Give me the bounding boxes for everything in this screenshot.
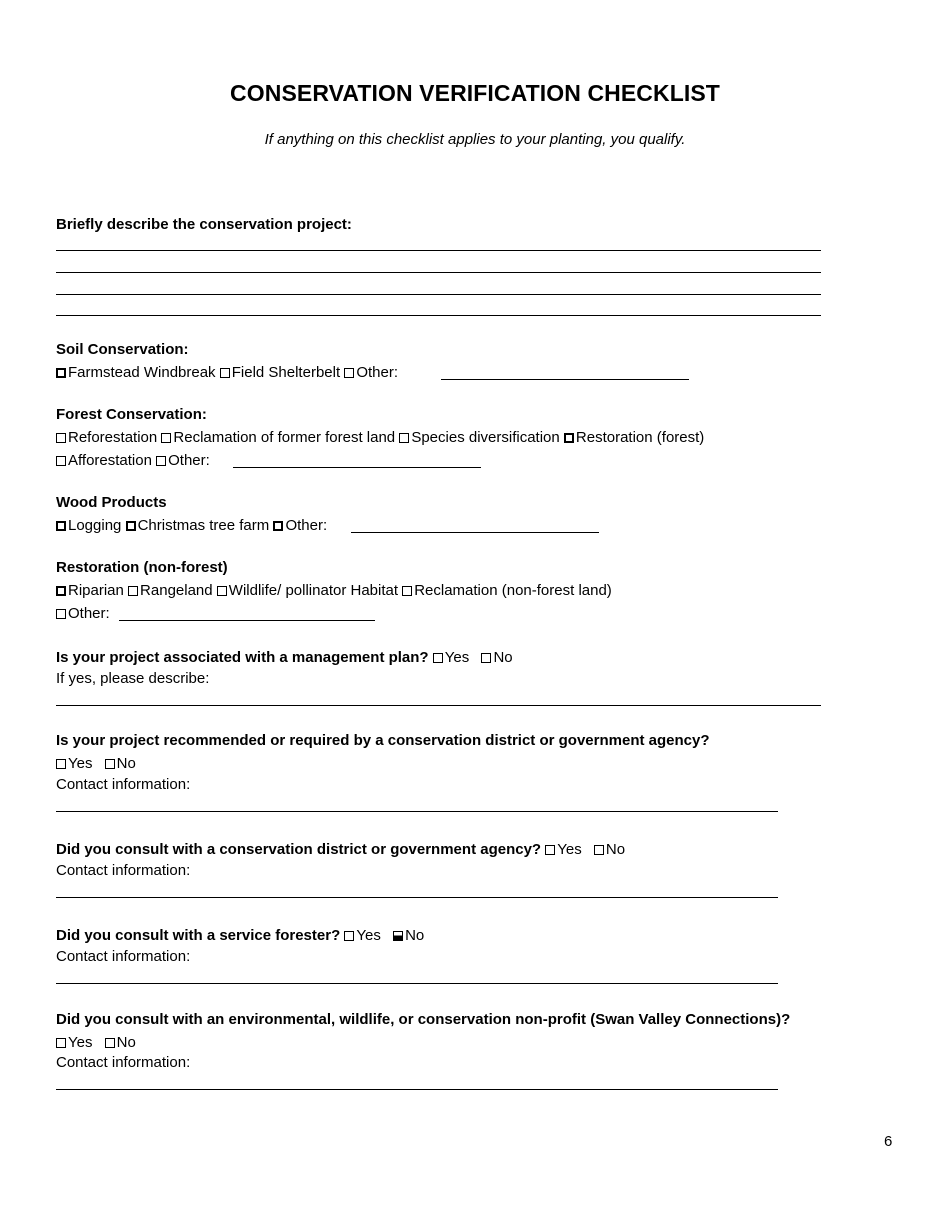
field-shelterbelt-label: Field Shelterbelt <box>231 364 341 381</box>
agency-recommended-answer-row <box>56 754 136 773</box>
reclamation-forest-label: Reclamation of former forest land <box>173 429 396 446</box>
consult-agency-no-checkbox[interactable] <box>594 845 604 855</box>
nonprofit-no-checkbox[interactable] <box>105 1038 115 1048</box>
management-plan-no-label: No <box>493 649 513 666</box>
project-description-line-1[interactable] <box>56 250 821 251</box>
project-description-line-2[interactable] <box>56 272 821 273</box>
reforestation-label: Reforestation <box>68 429 158 446</box>
agency-recommended-contact-label: Contact information: <box>56 776 191 793</box>
agency-recommended-no-label: No <box>116 755 136 772</box>
nonprofit-contact-field[interactable] <box>56 1089 778 1090</box>
soil-other-checkbox[interactable] <box>344 368 354 378</box>
service-forester-question: Did you consult with a service forester? <box>56 927 341 944</box>
service-forester-no-checkbox[interactable] <box>393 931 403 941</box>
service-forester-no-label: No <box>405 927 425 944</box>
logging-label: Logging <box>68 517 122 534</box>
agency-recommended-yes-label: Yes <box>68 755 93 772</box>
consult-agency-yes-checkbox[interactable] <box>545 845 555 855</box>
soil-conservation-heading: Soil Conservation: <box>56 341 189 358</box>
christmas-tree-farm-label: Christmas tree farm <box>137 517 270 534</box>
restoration-options-row-2 <box>56 604 110 623</box>
farmstead-windbreak-label: Farmstead Windbreak <box>68 364 216 381</box>
logging-checkbox[interactable] <box>56 521 66 531</box>
forest-conservation-heading: Forest Conservation: <box>56 406 207 423</box>
riparian-checkbox[interactable] <box>56 586 66 596</box>
management-plan-followup: If yes, please describe: <box>56 670 210 687</box>
species-diversification-checkbox[interactable] <box>399 433 409 443</box>
service-forester-contact-label: Contact information: <box>56 948 191 965</box>
page-subtitle: If anything on this checklist applies to your planting, you qualify. <box>264 131 686 148</box>
riparian-label: Riparian <box>68 582 124 599</box>
agency-recommended-yes-checkbox[interactable] <box>56 759 66 769</box>
rangeland-checkbox[interactable] <box>128 586 138 596</box>
reclamation-nonforest-label: Reclamation (non-forest land) <box>414 582 612 599</box>
restoration-nonforest-heading: Restoration (non-forest) <box>56 559 228 576</box>
consult-agency-yes-label: Yes <box>557 841 582 858</box>
soil-other-field[interactable] <box>441 379 689 380</box>
management-plan-no-checkbox[interactable] <box>481 653 491 663</box>
wood-other-field[interactable] <box>351 532 599 533</box>
nonprofit-no-label: No <box>116 1034 136 1051</box>
page-number: 6 <box>884 1133 893 1150</box>
wood-products-options <box>56 516 327 535</box>
project-description-line-3[interactable] <box>56 294 821 295</box>
wood-other-label: Other: <box>285 517 328 534</box>
restoration-other-label: Other: <box>68 605 110 622</box>
wood-products-heading: Wood Products <box>56 494 167 511</box>
wildlife-habitat-checkbox[interactable] <box>217 586 227 596</box>
service-forester-contact-field[interactable] <box>56 983 778 984</box>
restoration-options-row-1 <box>56 581 612 600</box>
nonprofit-question: Did you consult with an environmental, wildlife, or conservation non-profit (Swan Valley Connections)? <box>56 1011 791 1028</box>
management-plan-yes-checkbox[interactable] <box>433 653 443 663</box>
species-diversification-label: Species diversification <box>411 429 560 446</box>
wildlife-habitat-label: Wildlife/ pollinator Habitat <box>228 582 399 599</box>
consult-agency-question-row <box>56 840 625 859</box>
service-forester-yes-label: Yes <box>356 927 381 944</box>
consult-agency-contact-label: Contact information: <box>56 862 191 879</box>
rangeland-label: Rangeland <box>140 582 213 599</box>
field-shelterbelt-checkbox[interactable] <box>220 368 230 378</box>
christmas-tree-farm-checkbox[interactable] <box>126 521 136 531</box>
management-plan-question: Is your project associated with a management plan? <box>56 649 429 666</box>
agency-recommended-no-checkbox[interactable] <box>105 759 115 769</box>
page-title: CONSERVATION VERIFICATION CHECKLIST <box>230 80 720 106</box>
afforestation-checkbox[interactable] <box>56 456 66 466</box>
consult-agency-contact-field[interactable] <box>56 897 778 898</box>
afforestation-label: Afforestation <box>68 452 152 469</box>
wood-other-checkbox[interactable] <box>273 521 283 531</box>
management-plan-yes-label: Yes <box>444 649 470 666</box>
soil-conservation-options <box>56 363 398 382</box>
consult-agency-no-label: No <box>605 841 626 858</box>
soil-other-label: Other: <box>356 364 398 381</box>
service-forester-question-row <box>56 926 424 945</box>
farmstead-windbreak-checkbox[interactable] <box>56 368 66 378</box>
nonprofit-yes-checkbox[interactable] <box>56 1038 66 1048</box>
reclamation-forest-checkbox[interactable] <box>161 433 171 443</box>
reclamation-nonforest-checkbox[interactable] <box>402 586 412 596</box>
forest-other-checkbox[interactable] <box>156 456 166 466</box>
forest-other-field[interactable] <box>233 467 481 468</box>
restoration-forest-checkbox[interactable] <box>564 433 574 443</box>
agency-recommended-question: Is your project recommended or required by a conservation district or government agency? <box>56 732 710 749</box>
project-description-line-4[interactable] <box>56 315 821 316</box>
forest-other-label: Other: <box>168 452 210 469</box>
management-plan-question-row <box>56 648 513 667</box>
reforestation-checkbox[interactable] <box>56 433 66 443</box>
restoration-other-field[interactable] <box>119 620 375 621</box>
service-forester-yes-checkbox[interactable] <box>344 931 354 941</box>
nonprofit-answer-row <box>56 1033 136 1052</box>
nonprofit-yes-label: Yes <box>68 1034 93 1051</box>
management-plan-description-field[interactable] <box>56 705 821 706</box>
forest-conservation-options-row-2 <box>56 451 210 470</box>
project-description-label: Briefly describe the conservation project: <box>56 216 352 233</box>
agency-recommended-contact-field[interactable] <box>56 811 778 812</box>
nonprofit-contact-label: Contact information: <box>56 1054 191 1071</box>
consult-agency-question: Did you consult with a conservation district or government agency? <box>56 841 542 858</box>
forest-conservation-options-row-1 <box>56 428 704 447</box>
restoration-other-checkbox[interactable] <box>56 609 66 619</box>
restoration-forest-label: Restoration (forest) <box>575 429 705 446</box>
